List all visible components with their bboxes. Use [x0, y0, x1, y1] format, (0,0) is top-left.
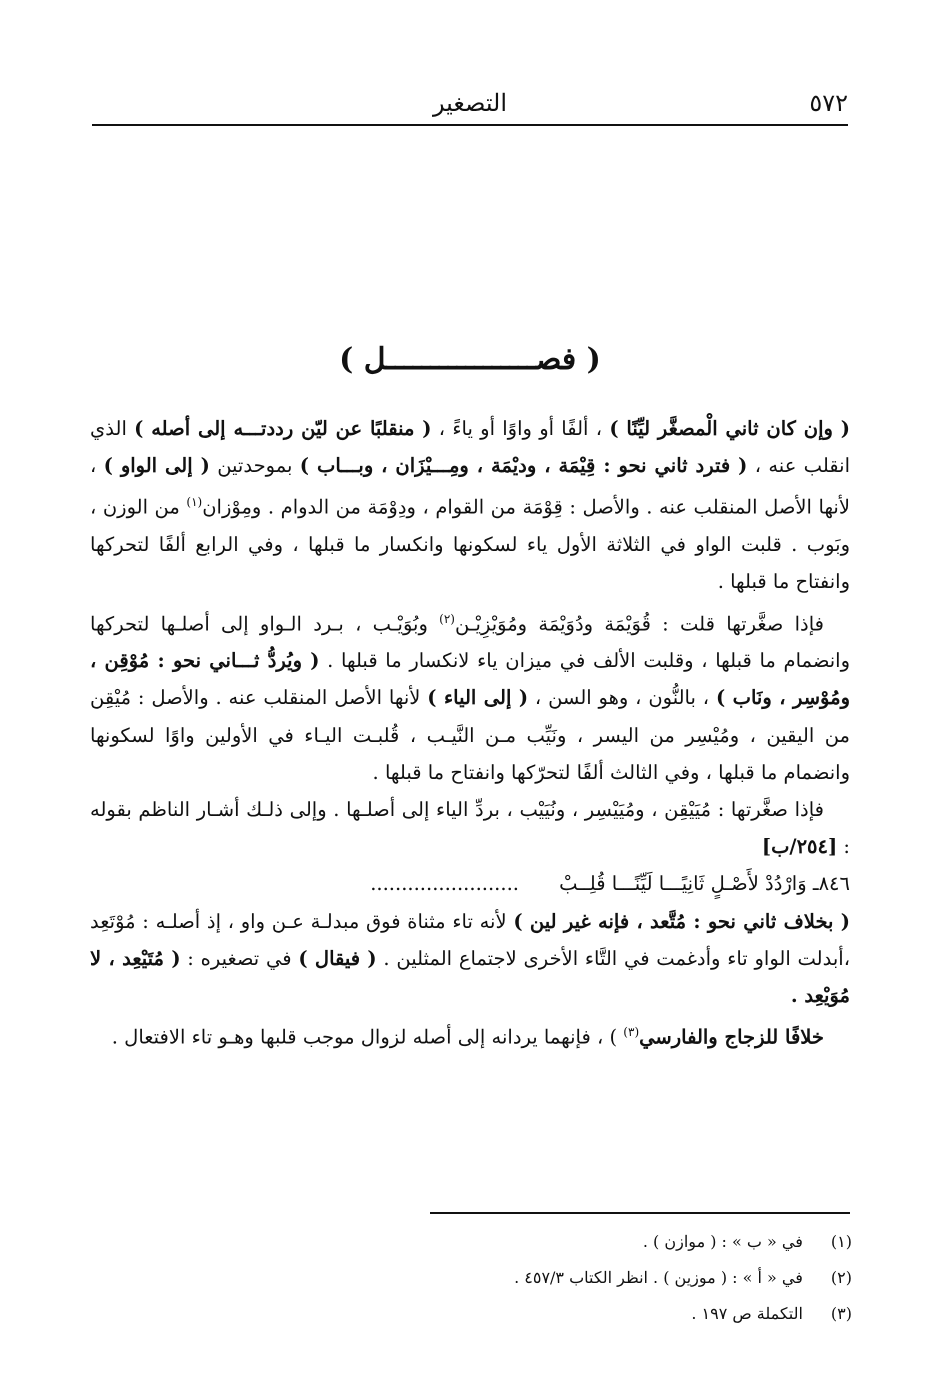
- paragraph: [90, 903, 850, 1015]
- footnote-text: في « أ » : ( موزين ) . انظر الكتاب ٤٥٧/٣ .: [514, 1268, 803, 1287]
- footnote-number: (٢): [830, 1268, 852, 1287]
- text-run: ، بالنُّون ، وهو السن ،: [528, 686, 716, 710]
- text-run: من الوزن ، وبَوب . قلبت الواو في الثلاثة الأول ياء لسكونها وانكسار ما قبلها ، وفي الرابع ألفًا لتحركها وانفتاح ما قبلها .: [90, 495, 850, 594]
- text-run: ، ألفًا أو واوًا أو ياءً ،: [431, 417, 610, 440]
- bold-phrase: ( مُتَيْعِد ، لا مُوَيْعِد .: [90, 946, 850, 1008]
- paragraph: [90, 1014, 850, 1056]
- paragraph: [90, 410, 850, 601]
- bold-phrase: ( وإن كان ثاني الْمصغَّر ليِّنًا ): [609, 417, 851, 440]
- verse-dots: ........................: [370, 872, 519, 896]
- footnote-reference: (١): [186, 495, 203, 510]
- verse-number: ٨٤٦ـ: [812, 872, 850, 896]
- footnote-rule: [430, 1212, 850, 1214]
- text-run: فإذا صغَّرتها قلت : قُوَيْمَة ودُوَيْمَة ومُوَيْزِيْـن: [454, 612, 824, 636]
- text-run: الذي انقلب عنه ،: [90, 417, 850, 478]
- footnote-text: التكملة ص ١٩٧ .: [691, 1304, 803, 1323]
- bold-phrase: ( إلى الياء ): [427, 686, 529, 710]
- paragraph: [90, 791, 850, 865]
- main-text: [90, 410, 850, 1056]
- running-header: [92, 86, 848, 120]
- paragraph: [90, 601, 850, 792]
- running-title: التصغير: [432, 89, 508, 117]
- footnote: [200, 1260, 852, 1296]
- bold-phrase: ( إلى الواو ): [103, 454, 210, 478]
- header-rule: [92, 124, 848, 126]
- bold-phrase: ( فيقال ): [298, 946, 377, 970]
- text-run: لأنها الأصل المنقلب عنه . والأصل : مُيْقِن من اليقين ، ومُيْسِر من اليسر ، ونَيِّب مـن النَّيـب ، قُلبـت اليـاء في الأولين واوًا لسكونها وانضمام ما قبلها ، وفي الثالث ألفًا لتحرّكها وانفتاح ما قبلها .: [90, 686, 850, 784]
- bold-phrase: ( ويُردُّ ثـــاني نحو : مُوْقِن ، ومُوْسِر ، ونَاب ): [90, 649, 850, 710]
- verse-line: [90, 865, 850, 902]
- text-run: ، لأنها الأصل المنقلب عنه . والأصل : قِوْمَة من القوام ، ودِوْمَة من الدوام . ومِوْزان: [90, 454, 850, 519]
- bold-phrase: ( بخلاف ثاني نحو : مُتَّعد ، فإنه غير لين ): [513, 909, 850, 933]
- text-run: بموحدتين: [209, 454, 300, 478]
- text-run: ) ، فإنهما يردانه إلى أصله لزوال موجب قلبها وهـو تاء الافتعال .: [111, 1025, 624, 1049]
- footnotes: [200, 1224, 852, 1332]
- footnote-text: في « ب » : ( موازن ) .: [642, 1232, 803, 1251]
- footnote: [200, 1224, 852, 1260]
- text-run: في تصغيره :: [180, 946, 299, 970]
- bold-phrase: ( فترد ثاني نحو : قِيْمَة ، وديْمَة ، ومِـــيْزَان ، وبـــاب ): [299, 454, 748, 478]
- bold-phrase: [٢٥٤/ب]: [761, 835, 838, 859]
- section-heading: ( فصـــــــــــــــــل ): [339, 342, 601, 377]
- footnote-reference: (٣): [623, 1025, 640, 1040]
- page-number: ٥٧٢: [809, 89, 848, 117]
- bold-phrase: خلافًا للزجاج والفارسي: [639, 1025, 824, 1049]
- text-run: وبُوَيْـب ، بـرد الـواو إلى أصلـها لتحركها وانضمام ما قبلها ، وقلبت الألف في ميزان ياء لانكسار ما قبلها .: [90, 612, 850, 673]
- text-run: لأنه تاء مثناة فوق مبدلـة عـن واو ، إذ أصلـه : مُوْتَعِد ،أبدلت الواو تاء وأدغمت في التَّاء الأخرى لاجتماع المثلين .: [90, 909, 850, 970]
- text-run: فإذا صغَّرتها : مُيَيْقِن ، ومُيَيْسِر ، ونُيَيْب ، بردِّ الياء إلى أصلـها . وإلى ذلـك أشـار الناظم بقوله :: [90, 798, 850, 859]
- footnote-number: (٣): [830, 1304, 852, 1323]
- footnote-reference: (٢): [439, 611, 455, 626]
- footnote-number: (١): [830, 1232, 852, 1251]
- verse-text: وَارْدُدْ لأَصْـلٍ ثَانِيًـــا لَيِّنًـــا قُلِــبْ: [559, 872, 807, 896]
- footnote: [200, 1296, 852, 1332]
- bold-phrase: ( منقلبًا عن ليّن رددتـــه إلى أصله ): [134, 417, 432, 440]
